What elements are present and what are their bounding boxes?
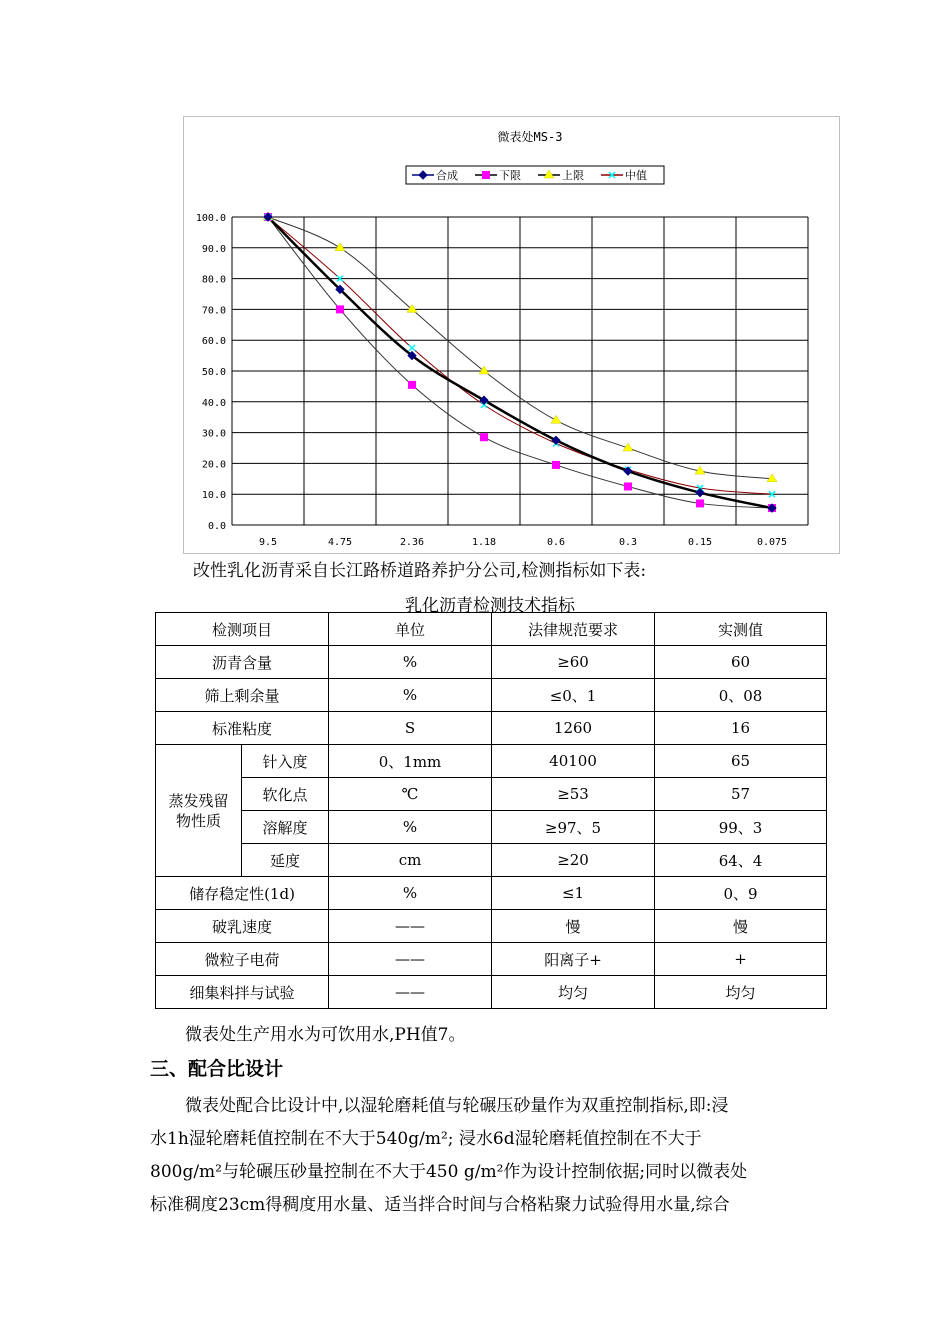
table-cell: 0、9: [655, 877, 827, 910]
table-cell: %: [329, 679, 492, 712]
x-tick-label: 1.18: [471, 537, 497, 548]
table-row: [156, 811, 827, 844]
table-row: [156, 943, 827, 976]
table-cell: 慢: [655, 910, 827, 943]
table-cell: ≤0、1: [492, 679, 655, 712]
table-row: [156, 712, 827, 745]
table-cell: 64、4: [655, 844, 827, 877]
table-cell: ≥97、5: [492, 811, 655, 844]
table-cell: 标准粘度: [156, 712, 329, 745]
table-header-row: [156, 613, 827, 646]
table-cell: 筛上剩余量: [156, 679, 329, 712]
legend-label: 合成: [436, 169, 458, 182]
y-tick-label: 30.0: [201, 428, 226, 440]
data-point: [480, 433, 488, 441]
table-cell: 阳离子+: [492, 943, 655, 976]
table-cell: ≤1: [492, 877, 655, 910]
data-point: [336, 305, 344, 313]
table-cell: 软化点: [242, 778, 329, 811]
x-tick-label: 0.6: [546, 537, 566, 548]
legend-label: 上限: [562, 169, 584, 182]
table-cell: 65: [655, 745, 827, 778]
table-cell: 延度: [242, 844, 329, 877]
group-label: 蒸发残留物性质: [168, 791, 229, 830]
table-cell: 1260: [492, 712, 655, 745]
header-cell-unit: 单位: [329, 613, 492, 646]
table-cell: 破乳速度: [156, 910, 329, 943]
table-cell: 细集料拌与试验: [156, 976, 329, 1009]
x-tick-label: 4.75: [327, 537, 353, 548]
table-cell: 沥青含量: [156, 646, 329, 679]
table-row: [156, 910, 827, 943]
table-row: [156, 976, 827, 1009]
y-tick-label: 80.0: [201, 274, 226, 286]
table-cell: 40100: [492, 745, 655, 778]
grading-chart: [183, 116, 840, 554]
table-row: [156, 877, 827, 910]
data-point: [407, 304, 417, 312]
table-row: [156, 745, 827, 778]
table-cell: 均匀: [655, 976, 827, 1009]
y-tick-label: 50.0: [201, 367, 226, 378]
table-cell: 60: [655, 646, 827, 679]
header-cell-requirement: 法律规范要求: [492, 613, 655, 646]
table-cell: 慢: [492, 910, 655, 943]
table-cell: ≥20: [492, 844, 655, 877]
table-cell: ——: [329, 910, 492, 943]
table-cell: 微粒子电荷: [156, 943, 329, 976]
table-cell: 储存稳定性(1d): [156, 877, 329, 910]
table-cell: %: [329, 877, 492, 910]
paragraph-line: 标准稠度23cm得稠度用水量、适当拌合时间与合格粘聚力试验得用水量,综合: [150, 1195, 730, 1215]
y-tick-label: 90.0: [201, 243, 226, 255]
data-point: [767, 474, 777, 482]
water-note: 微表处生产用水为可饮用水,PH值7。: [185, 1025, 466, 1045]
table-cell: ℃: [329, 778, 492, 811]
table-cell: 57: [655, 778, 827, 811]
data-point: [408, 381, 416, 389]
y-tick-label: 60.0: [201, 336, 226, 348]
y-tick-label: 10.0: [201, 490, 226, 502]
legend-marker: [482, 171, 490, 179]
table-cell: ≥53: [492, 778, 655, 811]
chart-caption: 改性乳化沥青采自长江路桥道路养护分公司,检测指标如下表:: [193, 561, 647, 581]
table-cell: 0、1mm: [329, 745, 492, 778]
header-cell-measured: 实测值: [655, 613, 827, 646]
data-point: [552, 461, 560, 469]
spec-table: [155, 612, 827, 1009]
legend-label: 中值: [625, 169, 647, 182]
section-heading: 三、配合比设计: [150, 1058, 284, 1080]
table-cell: %: [329, 646, 492, 679]
x-tick-label: 9.5: [258, 537, 278, 548]
y-tick-label: 100.0: [195, 213, 226, 224]
paragraph-line: 微表处配合比设计中,以湿轮磨耗值与轮碾压砂量作为双重控制指标,即:浸: [185, 1096, 729, 1116]
table-cell: ——: [329, 976, 492, 1009]
table-cell: 针入度: [242, 745, 329, 778]
table-row: [156, 679, 827, 712]
table-cell: %: [329, 811, 492, 844]
data-point: [552, 436, 560, 444]
header-cell-item: 检测项目: [156, 613, 329, 646]
x-tick-label: 0.15: [687, 537, 713, 548]
table-cell: 0、08: [655, 679, 827, 712]
data-point: [624, 483, 632, 491]
legend-label: 下限: [499, 169, 521, 182]
table-cell: +: [655, 943, 827, 976]
x-tick-label: 0.075: [756, 537, 788, 548]
x-tick-label: 2.36: [399, 537, 425, 548]
group-label-cell: [156, 745, 242, 877]
y-tick-label: 70.0: [201, 305, 226, 317]
table-title: 乳化沥青检测技术指标: [405, 596, 575, 616]
data-point: [335, 243, 345, 251]
data-point: [551, 415, 561, 423]
table-cell: 均匀: [492, 976, 655, 1009]
paragraph-line: 水1h湿轮磨耗值控制在不大于540g/m²; 浸水6d湿轮磨耗值控制在不大于: [150, 1129, 702, 1149]
y-tick-label: 20.0: [201, 459, 226, 471]
table-cell: 99、3: [655, 811, 827, 844]
table-cell: 溶解度: [242, 811, 329, 844]
data-point: [696, 499, 704, 507]
chart-canvas: [184, 117, 839, 553]
chart-title: 微表处MS-3: [497, 130, 563, 144]
table-cell: cm: [329, 844, 492, 877]
y-tick-label: 40.0: [201, 397, 226, 409]
y-tick-label: 0.0: [207, 521, 226, 532]
data-point: [479, 366, 489, 374]
x-tick-label: 0.3: [618, 537, 638, 548]
paragraph-line: 800g/m²与轮碾压砂量控制在不大于450 g/m²作为设计控制依据;同时以微表处: [150, 1162, 748, 1182]
body-paragraph: [150, 1090, 810, 1222]
table-cell: S: [329, 712, 492, 745]
table-cell: ——: [329, 943, 492, 976]
table-row: [156, 778, 827, 811]
table-row: [156, 646, 827, 679]
table-cell: ≥60: [492, 646, 655, 679]
table-cell: 16: [655, 712, 827, 745]
table-row: [156, 844, 827, 877]
